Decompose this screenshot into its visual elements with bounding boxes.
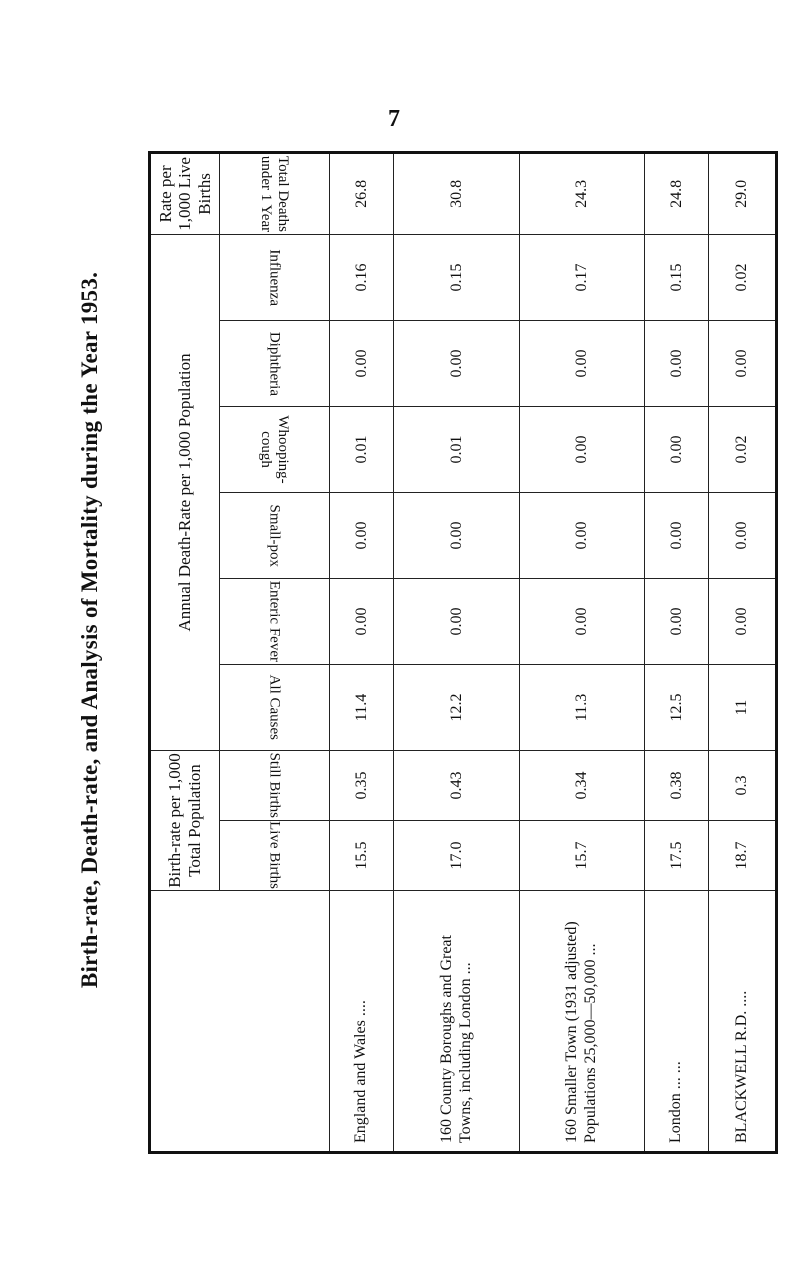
cell-diphtheria: 0.00 (709, 321, 777, 407)
cell-influenza: 0.16 (330, 234, 394, 320)
cell-all-causes: 11 (709, 665, 777, 751)
row-area: 160 Smaller Town (1931 adjusted) Populations 25,000—50,000 ... (519, 891, 644, 1153)
cell-all-causes: 11.3 (519, 665, 644, 751)
col-live-births: Live Births (220, 821, 330, 891)
cell-diphtheria: 0.00 (519, 321, 644, 407)
row-area: 160 County Boroughs and Great Towns, including London ... (394, 891, 519, 1153)
col-all-causes: All Causes (220, 665, 330, 751)
cell-all-causes: 12.5 (645, 665, 709, 751)
page-title: Birth-rate, Death-rate, and Analysis of Mortality during the Year 1953. (77, 271, 102, 989)
cell-small-pox: 0.00 (645, 493, 709, 579)
cell-enteric-fever: 0.00 (645, 579, 709, 665)
table-row (519, 152, 644, 1152)
cell-enteric-fever: 0.00 (519, 579, 644, 665)
cell-whooping-cough: 0.02 (709, 407, 777, 493)
cell-whooping-cough: 0.00 (519, 407, 644, 493)
page-number: 7 (388, 106, 400, 132)
cell-all-causes: 12.2 (394, 665, 519, 751)
col-influenza: Influenza (220, 234, 330, 320)
cell-small-pox: 0.00 (394, 493, 519, 579)
cell-small-pox: 0.00 (519, 493, 644, 579)
col-diphtheria: Diphtheria (220, 321, 330, 407)
row-area: England and Wales .... (330, 891, 394, 1153)
cell-influenza: 0.17 (519, 234, 644, 320)
cell-still-births: 0.3 (709, 751, 777, 821)
table-rotator (148, 155, 778, 1154)
area-header (150, 891, 330, 1153)
col-still-births: Still Births (220, 751, 330, 821)
cell-all-causes: 11.4 (330, 665, 394, 751)
infant-rate-group-header: Rate per 1,000 Live Births (150, 152, 220, 234)
mortality-table (148, 151, 778, 1154)
cell-live-births: 15.5 (330, 821, 394, 891)
col-total-deaths-under-1: Total Deaths under 1 Year (220, 152, 330, 234)
row-area: London ... ... (645, 891, 709, 1153)
death-rate-group-header: Annual Death-Rate per 1,000 Population (150, 234, 220, 750)
cell-influenza: 0.15 (645, 234, 709, 320)
cell-total-deaths-under-1: 29.0 (709, 152, 777, 234)
table-row (645, 152, 709, 1152)
cell-live-births: 17.0 (394, 821, 519, 891)
cell-still-births: 0.34 (519, 751, 644, 821)
page-title-wrap (40, 40, 140, 1220)
cell-live-births: 15.7 (519, 821, 644, 891)
cell-influenza: 0.15 (394, 234, 519, 320)
cell-diphtheria: 0.00 (645, 321, 709, 407)
cell-enteric-fever: 0.00 (394, 579, 519, 665)
row-area: BLACKWELL R.D. .... (709, 891, 777, 1153)
cell-enteric-fever: 0.00 (709, 579, 777, 665)
cell-small-pox: 0.00 (709, 493, 777, 579)
cell-whooping-cough: 0.01 (330, 407, 394, 493)
table-row (330, 152, 394, 1152)
cell-still-births: 0.43 (394, 751, 519, 821)
cell-enteric-fever: 0.00 (330, 579, 394, 665)
table-row (709, 152, 777, 1152)
table-host (148, 155, 778, 1154)
col-small-pox: Small-pox (220, 493, 330, 579)
table-row (394, 152, 519, 1152)
cell-total-deaths-under-1: 24.8 (645, 152, 709, 234)
cell-small-pox: 0.00 (330, 493, 394, 579)
cell-whooping-cough: 0.01 (394, 407, 519, 493)
col-whooping-cough: Whooping-cough (220, 407, 330, 493)
cell-still-births: 0.38 (645, 751, 709, 821)
cell-still-births: 0.35 (330, 751, 394, 821)
cell-total-deaths-under-1: 30.8 (394, 152, 519, 234)
cell-total-deaths-under-1: 24.3 (519, 152, 644, 234)
cell-whooping-cough: 0.00 (645, 407, 709, 493)
cell-influenza: 0.02 (709, 234, 777, 320)
birth-rate-group-header: Birth-rate per 1,000 Total Population (150, 751, 220, 891)
cell-live-births: 18.7 (709, 821, 777, 891)
cell-diphtheria: 0.00 (330, 321, 394, 407)
cell-live-births: 17.5 (645, 821, 709, 891)
col-enteric-fever: Enteric Fever (220, 579, 330, 665)
cell-diphtheria: 0.00 (394, 321, 519, 407)
cell-total-deaths-under-1: 26.8 (330, 152, 394, 234)
